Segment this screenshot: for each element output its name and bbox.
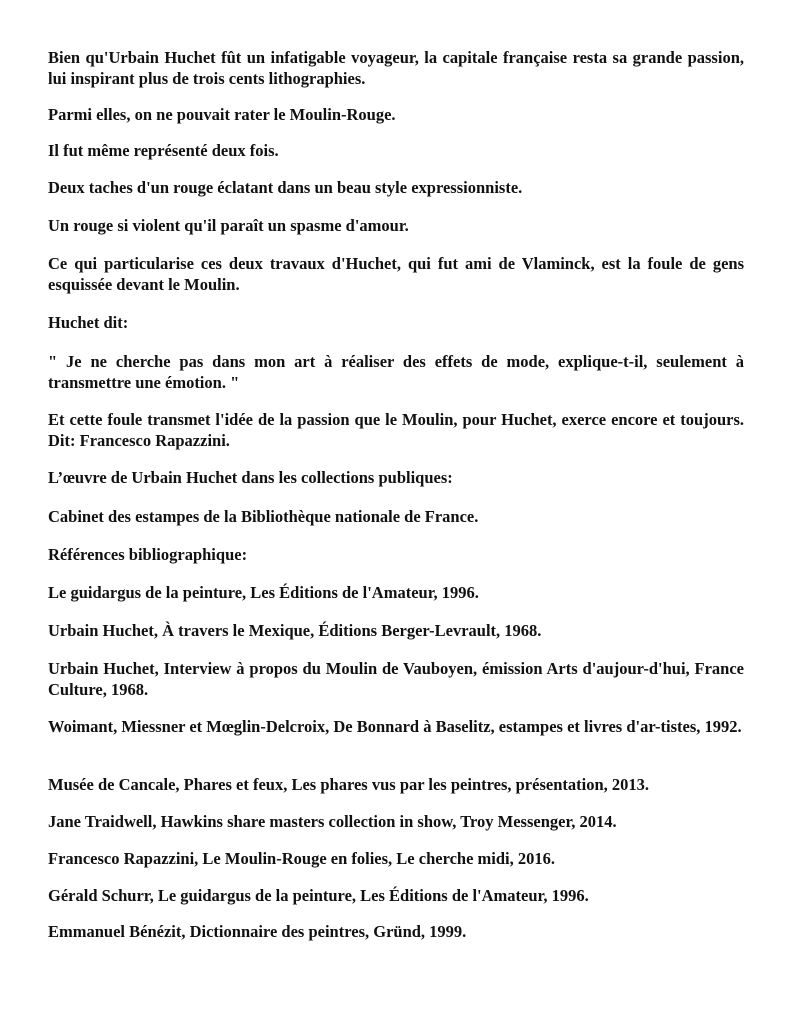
paragraph-violent-red: Un rouge si violent qu'il paraît un spasme d'amour. xyxy=(48,216,409,235)
reference-item: Woimant, Miessner et Mœglin-Delcroix, De Bonnard à Baselitz, estampes et livres d'ar-tistes, 1992. xyxy=(48,717,742,736)
reference-item: Jane Traidwell, Hawkins share masters collection in show, Troy Messenger, 2014. xyxy=(48,812,617,831)
paragraph-public-collections: L’œuvre de Urbain Huchet dans les collections publiques: xyxy=(48,468,453,487)
paragraph-crowd-passion: Et cette foule transmet l'idée de la passion que le Moulin, pour Huchet, exerce encore et toujours. Dit: Francesco Rapazzini. xyxy=(48,410,744,450)
reference-item: Francesco Rapazzini, Le Moulin-Rouge en folies, Le cherche midi, 2016. xyxy=(48,849,556,868)
paragraph-crowd: Ce qui particularise ces deux travaux d'Huchet, qui fut ami de Vlaminck, est la foule de gens esquissée devant le Moulin. xyxy=(48,254,744,294)
paragraph-huchet-said: Huchet dit: xyxy=(48,313,129,332)
paragraph-represented-twice: Il fut même représenté deux fois. xyxy=(48,141,279,160)
paragraph-bnf: Cabinet des estampes de la Bibliothèque nationale de France. xyxy=(48,507,479,526)
reference-item: Urbain Huchet, Interview à propos du Moulin de Vauboyen, émission Arts d'aujour-d'hui, France Culture, 1968. xyxy=(48,659,744,699)
reference-item: Urbain Huchet, À travers le Mexique, Éditions Berger-Levrault, 1968. xyxy=(48,621,542,640)
paragraph-red-spots: Deux taches d'un rouge éclatant dans un beau style expressionniste. xyxy=(48,178,523,197)
reference-item: Emmanuel Bénézit, Dictionnaire des peintres, Gründ, 1999. xyxy=(48,922,467,941)
paragraph-moulin-rouge: Parmi elles, on ne pouvait rater le Moulin-Rouge. xyxy=(48,105,396,124)
heading-references: Références bibliographique: xyxy=(48,545,248,564)
reference-item: Le guidargus de la peinture, Les Éditions de l'Amateur, 1996. xyxy=(48,583,479,602)
reference-item: Musée de Cancale, Phares et feux, Les phares vus par les peintres, présentation, 2013. xyxy=(48,775,650,794)
paragraph-quote: " Je ne cherche pas dans mon art à réaliser des effets de mode, explique-t-il, seulement à transmettre une émotion. " xyxy=(48,352,744,392)
reference-item: Gérald Schurr, Le guidargus de la peinture, Les Éditions de l'Amateur, 1996. xyxy=(48,886,589,905)
paragraph-intro: Bien qu'Urbain Huchet fût un infatigable voyageur, la capitale française resta sa grande passion, lui inspirant plus de trois cents lithographies. xyxy=(48,48,744,88)
